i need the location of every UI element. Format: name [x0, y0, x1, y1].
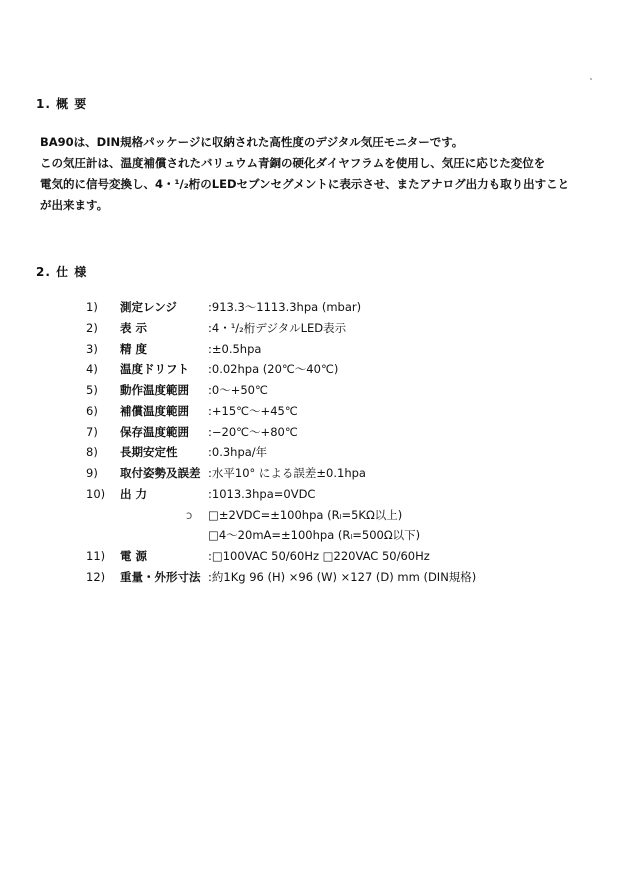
overview-line: BA90は、DIN規格パッケージに収納された高性度のデジタル気圧モニターです。 — [40, 135, 464, 149]
spec-number: 12) — [86, 569, 106, 584]
spec-row-display — [86, 318, 606, 339]
spec-row-output-voltage — [86, 505, 606, 526]
spec-value: :水平10° による誤差±0.1hpa — [208, 466, 366, 480]
spec-number: 7) — [86, 424, 98, 439]
spec-row-temperature-drift — [86, 359, 606, 380]
spec-value: :−20℃〜+80℃ — [208, 424, 298, 439]
spec-value: □4〜20mA=±100hpa (Rₗ=500Ω以下) — [208, 528, 421, 543]
spec-value: :0〜+50℃ — [208, 383, 268, 397]
spec-value: :±0.5hpa — [208, 341, 262, 356]
spec-label: 電 源 — [120, 549, 148, 563]
spec-number: 11) — [86, 549, 106, 563]
spec-label: 動作温度範囲 — [120, 383, 189, 397]
spec-row-output-current — [86, 525, 606, 546]
spec-value: :4・¹/₂桁デジタルLED表示 — [208, 320, 347, 335]
spec-row-compensated-temperature — [86, 401, 606, 422]
spec-value: :0.3hpa/年 — [208, 445, 268, 460]
overview-paragraph — [40, 132, 600, 216]
spec-row-accuracy — [86, 339, 606, 360]
spec-number: 10) — [86, 486, 106, 501]
spec-row-output — [86, 484, 606, 505]
spec-number: 1) — [86, 300, 98, 314]
specification-list — [86, 297, 606, 588]
spec-number: 3) — [86, 341, 98, 356]
overview-line: が出来ます。 — [40, 198, 109, 212]
output-option-mark: ↄ — [186, 507, 193, 522]
overview-line: 電気的に信号変換し、4・¹/₂桁のLEDセブンセグメントに表示させ、またアナログ出力も取り出すこと — [40, 177, 570, 191]
spec-label: 出 力 — [120, 486, 148, 501]
spec-label: 取付姿勢及誤差 — [120, 466, 201, 480]
spec-value: □±2VDC=±100hpa (Rₗ=5KΩ以上) — [208, 507, 403, 522]
spec-number: 6) — [86, 403, 98, 418]
spec-number: 5) — [86, 383, 98, 397]
section-heading-overview: 1. 概 要 — [36, 97, 88, 111]
spec-number: 9) — [86, 466, 98, 480]
spec-row-power-supply — [86, 546, 606, 567]
spec-label: 精 度 — [120, 341, 148, 356]
scan-speck — [590, 78, 592, 80]
spec-number: 2) — [86, 320, 98, 335]
spec-row-mounting-error — [86, 463, 606, 484]
section-heading-specifications: 2. 仕 様 — [36, 265, 88, 279]
spec-row-weight-dimensions — [86, 567, 606, 588]
spec-label: 表 示 — [120, 320, 148, 335]
spec-row-storage-temperature — [86, 422, 606, 443]
spec-value: :1013.3hpa=0VDC — [208, 486, 316, 501]
spec-number: 8) — [86, 445, 98, 460]
spec-value: :0.02hpa (20℃〜40℃) — [208, 362, 339, 377]
spec-value: :約1Kg 96 (H) ×96 (W) ×127 (D) mm (DIN規格) — [208, 569, 477, 584]
spec-number: 4) — [86, 362, 98, 377]
spec-label: 温度ドリフト — [120, 362, 189, 377]
spec-row-long-term-stability — [86, 442, 606, 463]
spec-value: :□100VAC 50/60Hz □220VAC 50/60Hz — [208, 549, 430, 563]
spec-row-operating-temperature — [86, 380, 606, 401]
spec-label: 長期安定性 — [120, 445, 178, 460]
spec-label: 測定レンジ — [120, 300, 177, 314]
spec-value: :+15℃〜+45℃ — [208, 403, 298, 418]
spec-value: :913.3〜1113.3hpa (mbar) — [208, 300, 362, 314]
overview-line: この気圧計は、温度補償されたバリュウム青銅の硬化ダイヤフラムを使用し、気圧に応じた変位を — [40, 156, 546, 170]
spec-label: 補償温度範囲 — [120, 403, 189, 418]
spec-row-measurement-range — [86, 297, 606, 318]
spec-label: 保存温度範囲 — [120, 424, 189, 439]
spec-label: 重量・外形寸法 — [120, 569, 201, 584]
